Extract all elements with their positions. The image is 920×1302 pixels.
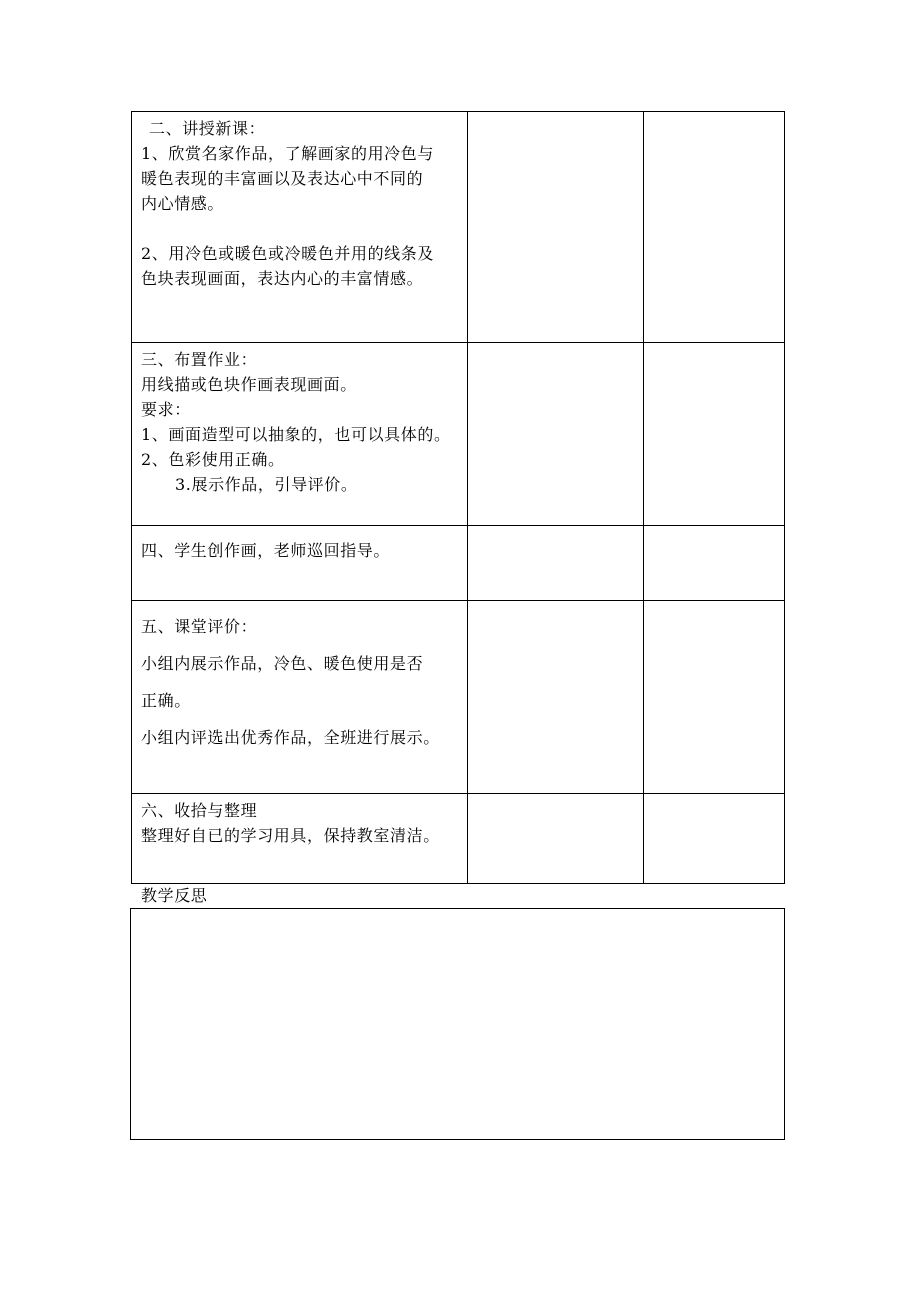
table-row	[132, 601, 785, 794]
section-line: 要求：	[141, 400, 191, 419]
section-line: 2、用冷色或暖色或冷暖色并用的线条及	[141, 244, 434, 263]
section-heading: 四、学生创作画，老师巡回指导。	[141, 541, 391, 560]
section-heading: 三、布置作业：	[141, 350, 258, 369]
reflection-label: 教学反思	[141, 886, 208, 905]
reflection-box	[130, 908, 785, 1140]
table-row	[132, 794, 785, 884]
table-row	[132, 526, 785, 601]
section-cell-teaching	[132, 112, 468, 343]
section-line: 3.展示作品，引导评价。	[175, 475, 358, 494]
section-cell-homework	[132, 343, 468, 526]
table-row	[132, 112, 785, 343]
section-line: 用线描或色块作画表现画面。	[141, 375, 357, 394]
empty-cell	[644, 794, 785, 884]
empty-cell	[468, 343, 644, 526]
section-line: 暖色表现的丰富画以及表达心中不同的	[141, 169, 424, 188]
lesson-plan-table	[131, 111, 785, 884]
empty-cell	[468, 112, 644, 343]
empty-cell	[644, 526, 785, 601]
section-heading: 六、收拾与整理	[141, 801, 258, 820]
empty-cell	[644, 343, 785, 526]
section-cell-cleanup	[132, 794, 468, 884]
section-line: 2、色彩使用正确。	[141, 450, 285, 469]
empty-cell	[468, 794, 644, 884]
section-cell-evaluation	[132, 601, 468, 794]
section-line: 整理好自已的学习用具，保持教室清洁。	[141, 826, 440, 845]
section-cell-practice	[132, 526, 468, 601]
section-line: 内心情感。	[141, 194, 225, 213]
table-row	[132, 343, 785, 526]
section-line: 小组内展示作品，冷色、暖色使用是否	[141, 654, 424, 673]
section-line: 色块表现画面，表达内心的丰富情感。	[141, 269, 424, 288]
empty-cell	[468, 601, 644, 794]
section-heading: 五、课堂评价：	[141, 617, 258, 636]
section-line: 1、欣赏名家作品，了解画家的用冷色与	[141, 144, 434, 163]
empty-cell	[644, 112, 785, 343]
section-heading: 二、讲授新课：	[149, 119, 266, 138]
empty-cell	[468, 526, 644, 601]
section-line: 正确。	[141, 691, 191, 710]
empty-cell	[644, 601, 785, 794]
section-spacer	[141, 216, 459, 241]
section-line: 1、画面造型可以抽象的，也可以具体的。	[141, 425, 451, 444]
section-line: 小组内评选出优秀作品，全班进行展示。	[141, 728, 440, 747]
